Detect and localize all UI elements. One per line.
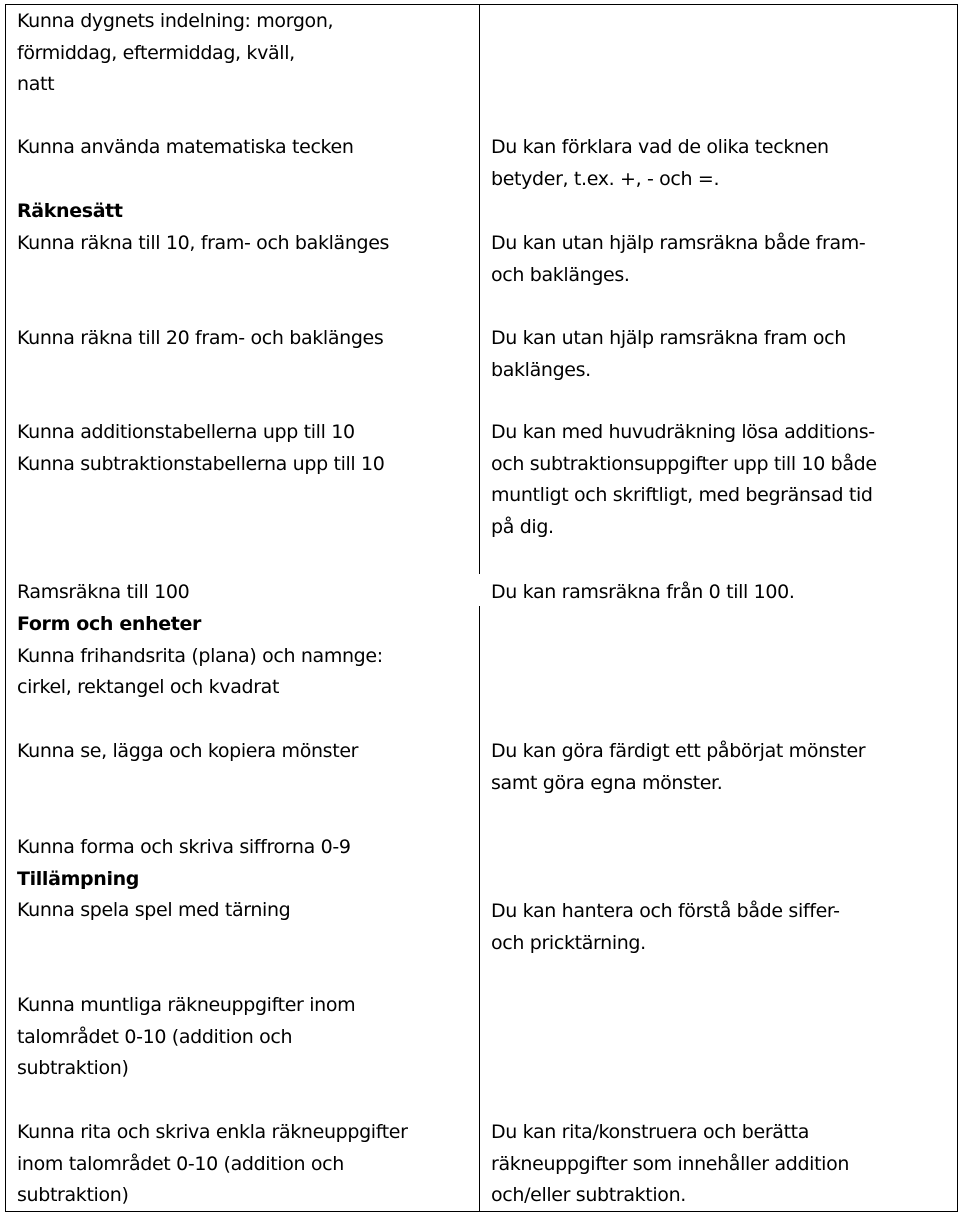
row-11-left <box>17 990 477 1085</box>
row-2-right <box>491 132 951 195</box>
criteria-text: Du kan utan hjälp ramsräkna fram och <box>491 327 846 349</box>
table-border-left <box>5 4 6 1212</box>
criteria-text: samt göra egna mönster. <box>491 771 723 794</box>
column-divider <box>479 606 480 1211</box>
criteria-text: och subtraktionsuppgifter upp till 10 både <box>491 452 877 475</box>
goal-text: Kunna rita och skriva enkla räkneuppgifter <box>17 1121 408 1143</box>
goal-text: Kunna spela spel med tärning <box>17 899 291 921</box>
row-6-right <box>491 577 951 609</box>
row-12-left <box>17 1117 477 1212</box>
criteria-text: och pricktärning. <box>491 931 646 954</box>
criteria-text: Du kan förklara vad de olika tecknen <box>491 136 829 158</box>
goal-text: subtraktion) <box>17 1184 129 1206</box>
goal-text: talområdet 0-10 (addition och <box>17 1025 293 1048</box>
column-divider <box>479 4 480 574</box>
section-heading-raknesatt: Räknesätt <box>17 200 123 222</box>
goal-text: Kunna frihandsrita (plana) och namnge: <box>17 644 383 667</box>
row-9-left <box>17 832 477 927</box>
criteria-text: och baklänges. <box>491 263 630 286</box>
table-border-top <box>5 4 958 5</box>
goal-text: Kunna räkna till 10, fram- och baklänges <box>17 231 390 254</box>
goal-text: Kunna muntliga räkneuppgifter inom <box>17 994 356 1016</box>
row-6-left <box>17 577 477 609</box>
row-12-right <box>491 1117 951 1212</box>
row-7-left <box>17 609 477 704</box>
row-3-right <box>491 228 951 291</box>
row-2-left <box>17 132 477 164</box>
criteria-text: på dig. <box>491 515 554 538</box>
row-4-right <box>491 323 951 386</box>
criteria-text: betyder, t.ex. +, - och =. <box>491 167 720 190</box>
row-5-right <box>491 417 951 543</box>
row-8-right <box>491 736 951 799</box>
row-3-left <box>17 196 477 259</box>
goal-text: Kunna subtraktionstabellerna upp till 10 <box>17 452 385 475</box>
row-1-left <box>17 6 477 101</box>
goal-text: Kunna additionstabellerna upp till 10 <box>17 421 355 443</box>
goal-text: subtraktion) <box>17 1057 129 1079</box>
goal-text: Kunna dygnets indelning: morgon, <box>17 10 334 32</box>
criteria-text: Du kan hantera och förstå både siffer- <box>491 900 840 922</box>
section-heading-form-och-enheter: Form och enheter <box>17 613 202 635</box>
row-8-left <box>17 736 477 768</box>
row-10-right <box>491 896 951 959</box>
criteria-text: räkneuppgifter som innehåller addition <box>491 1152 850 1175</box>
criteria-text: Du kan utan hjälp ramsräkna både fram- <box>491 232 866 254</box>
row-4-left <box>17 323 477 355</box>
criteria-text: Du kan göra färdigt ett påbörjat mönster <box>491 740 866 762</box>
criteria-text: Du kan ramsräkna från 0 till 100. <box>491 581 795 603</box>
goal-text: Kunna använda matematiska tecken <box>17 136 354 158</box>
goal-text: Kunna forma och skriva siffrorna 0-9 <box>17 836 351 858</box>
goal-text: natt <box>17 73 55 95</box>
goal-text: Ramsräkna till 100 <box>17 581 190 603</box>
criteria-text: och/eller subtraktion. <box>491 1184 686 1206</box>
goal-text: förmiddag, eftermiddag, kväll, <box>17 41 295 64</box>
criteria-text: muntligt och skriftligt, med begränsad tid <box>491 484 873 506</box>
row-5-left <box>17 417 477 480</box>
criteria-text: baklänges. <box>491 358 591 381</box>
section-heading-tillampning: Tillämpning <box>17 867 140 890</box>
criteria-text: Du kan rita/konstruera och berätta <box>491 1121 810 1143</box>
table-border-right <box>957 4 958 1212</box>
goal-text: cirkel, rektangel och kvadrat <box>17 676 280 698</box>
goal-text: Kunna se, lägga och kopiera mönster <box>17 740 359 762</box>
criteria-text: Du kan med huvudräkning lösa additions- <box>491 421 875 443</box>
goal-text: Kunna räkna till 20 fram- och baklänges <box>17 327 384 349</box>
goal-text: inom talområdet 0-10 (addition och <box>17 1152 344 1175</box>
